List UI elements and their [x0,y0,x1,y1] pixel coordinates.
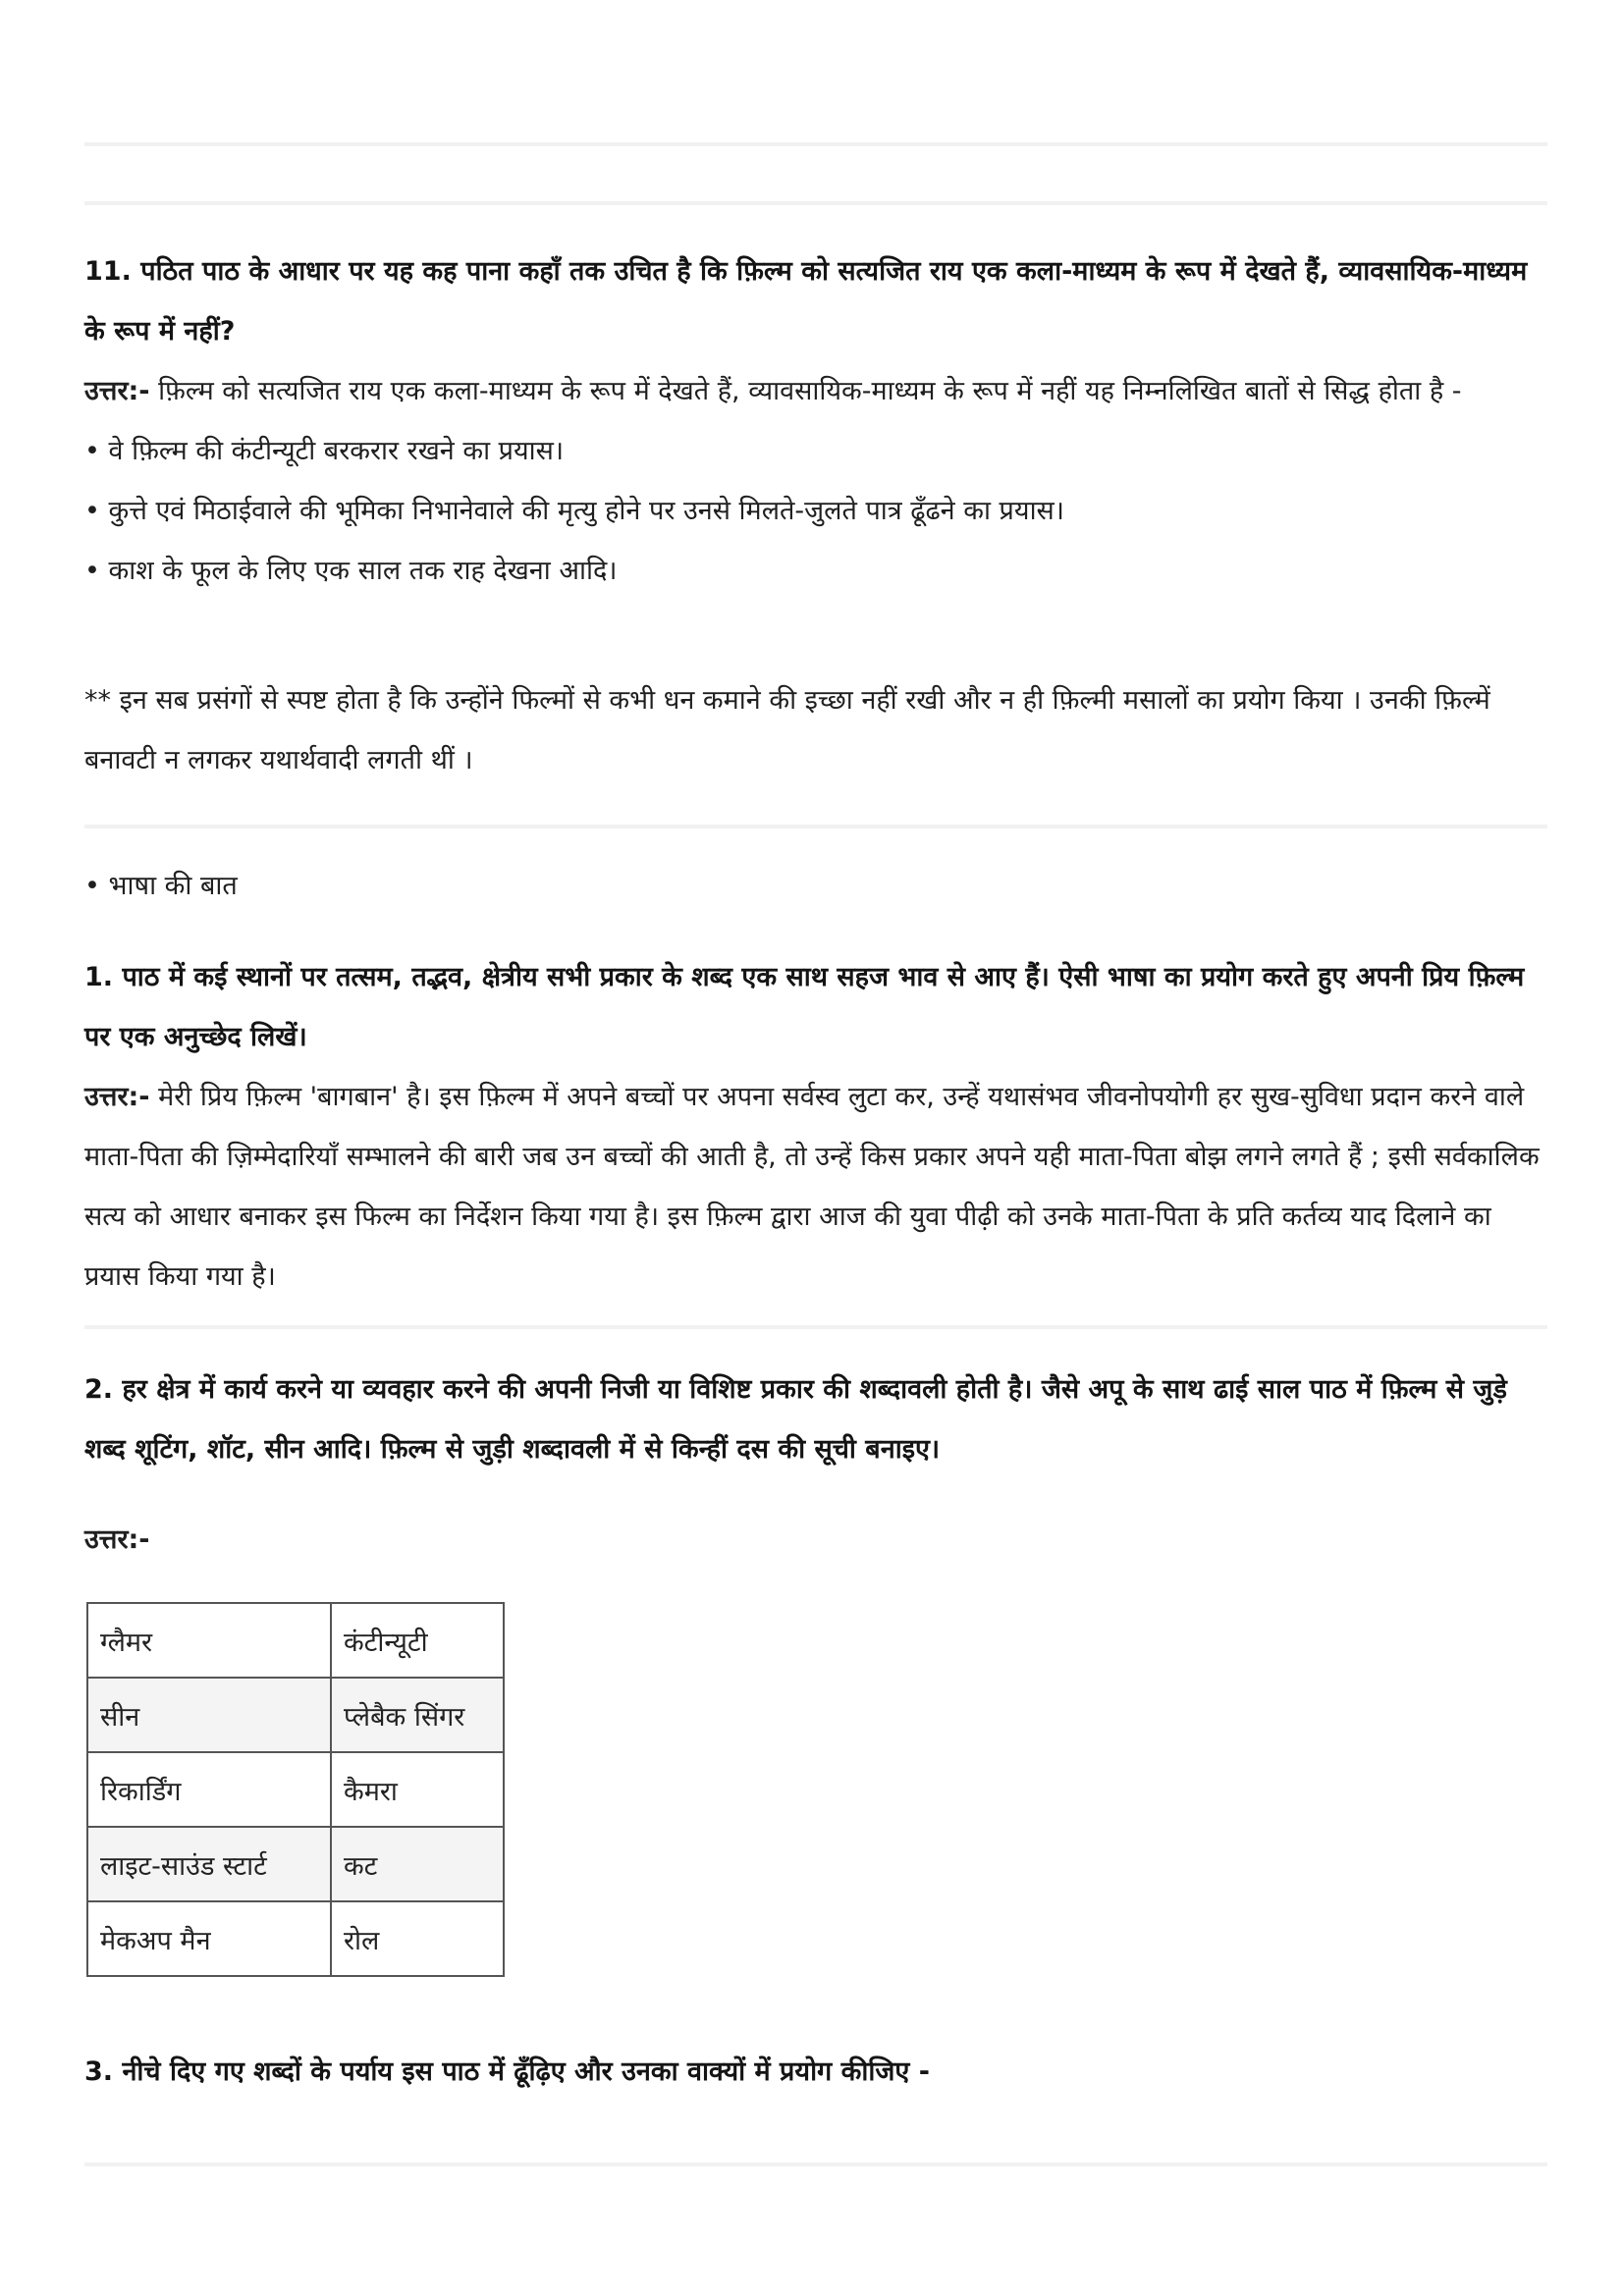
table-cell: कैमरा [331,1752,504,1827]
section-heading: • भाषा की बात [84,871,238,901]
table-row [87,1678,504,1752]
bullet-item: • वे फ़िल्म की कंटीन्यूटी बरकरार रखने का प्रयास। [84,436,565,466]
answer-label: उत्तर:- [84,376,150,406]
question-text: 11. पठित पाठ के आधार पर यह कह पाना कहाँ तक उचित है कि फ़िल्म को सत्यजित राय एक कला-माध्यम के रूप में देखते हैं, व्यावसायिक-माध्यम के रूप में नहीं? [84,256,1528,347]
divider [84,825,1547,828]
table-cell: रिकार्डिंग [87,1752,331,1827]
film-vocabulary-table [86,1602,505,1977]
divider [84,201,1547,205]
table-cell: कंटीन्यूटी [331,1603,504,1678]
answer-label: उत्तर:- [84,1524,150,1555]
table-cell: सीन [87,1678,331,1752]
table-row [87,1603,504,1678]
question-11 [84,241,1547,601]
note-paragraph: ** इन सब प्रसंगों से स्पष्ट होता है कि उन्होंने फिल्मों से कभी धन कमाने की इच्छा नहीं रखी और न ही फ़िल्मी मसालों का प्रयोग किया । उनकी फ़िल्में बनावटी न लगकर यथार्थवादी लगती थीं । [84,685,1490,775]
language-question-3: 3. नीचे दिए गए शब्दों के पर्याय इस पाठ में ढूँढ़िए और उनका वाक्यों में प्रयोग कीजिए - [84,2056,930,2087]
table-cell: रोल [331,1901,504,1976]
answer-text: मेरी प्रिय फ़िल्म 'बागबान' है। इस फ़िल्म में अपने बच्चों पर अपना सर्वस्व लुटा कर, उन्हें यथासंभव जीवनोपयोगी हर सुख-सुविधा प्रदान करने वाले माता-पिता की ज़िम्मेदारियाँ सम्भालने की बारी जब उन बच्चों की आती है, तो उन्हें किस प्रकार अपने यही माता-पिता बोझ लगने लगते हैं ; इसी सर्वकालिक सत्य को आधार बनाकर इस फिल्म का निर्देशन किया गया है। इस फ़िल्म द्वारा आज की युवा पीढ़ी को उनके माता-पिता के प्रति कर्तव्य याद दिलाने का प्रयास किया गया है। [84,1082,1540,1292]
language-question-2 [84,1360,1547,1479]
divider [84,1325,1547,1329]
divider [84,142,1547,146]
table-cell: प्लेबैक सिंगर [331,1678,504,1752]
answer [84,361,1547,421]
divider [84,2163,1547,2166]
table-cell: लाइट-साउंड स्टार्ट [87,1827,331,1901]
table-cell: मेकअप मैन [87,1901,331,1976]
table-cell: ग्लैमर [87,1603,331,1678]
question-text: 2. हर क्षेत्र में कार्य करने या व्यवहार करने की अपनी निजी या विशिष्ट प्रकार की शब्दावली होती है। जैसे अपू के साथ ढाई साल पाठ में फ़िल्म से जुड़े शब्द शूटिंग, शॉट, सीन आदि। फ़िल्म से जुड़ी शब्दावली में से किन्हीं दस की सूची बनाइए। [84,1374,1507,1465]
bullet-item: • कुत्ते एवं मिठाईवाले की भूमिका निभानेवाले की मृत्यु होने पर उनसे मिलते-जुलते पात्र ढूँढने का प्रयास। [84,496,1065,526]
table-row [87,1827,504,1901]
answer-text: फ़िल्म को सत्यजित राय एक कला-माध्यम के रूप में देखते हैं, व्यावसायिक-माध्यम के रूप में नहीं यह निम्नलिखित बातों से सिद्ध होता है - [149,376,1462,406]
answer [84,1067,1547,1307]
table-cell: कट [331,1827,504,1901]
table-row [87,1752,504,1827]
table-row [87,1901,504,1976]
question-text: 1. पाठ में कई स्थानों पर तत्सम, तद्भव, क्षेत्रीय सभी प्रकार के शब्द एक साथ सहज भाव से आए हैं। ऐसी भाषा का प्रयोग करते हुए अपनी प्रिय फ़िल्म पर एक अनुच्छेद लिखें। [84,962,1525,1052]
language-question-1 [84,947,1547,1307]
answer-label: उत्तर:- [84,1082,150,1112]
bullet-item: • काश के फूल के लिए एक साल तक राह देखना आदि। [84,556,618,586]
